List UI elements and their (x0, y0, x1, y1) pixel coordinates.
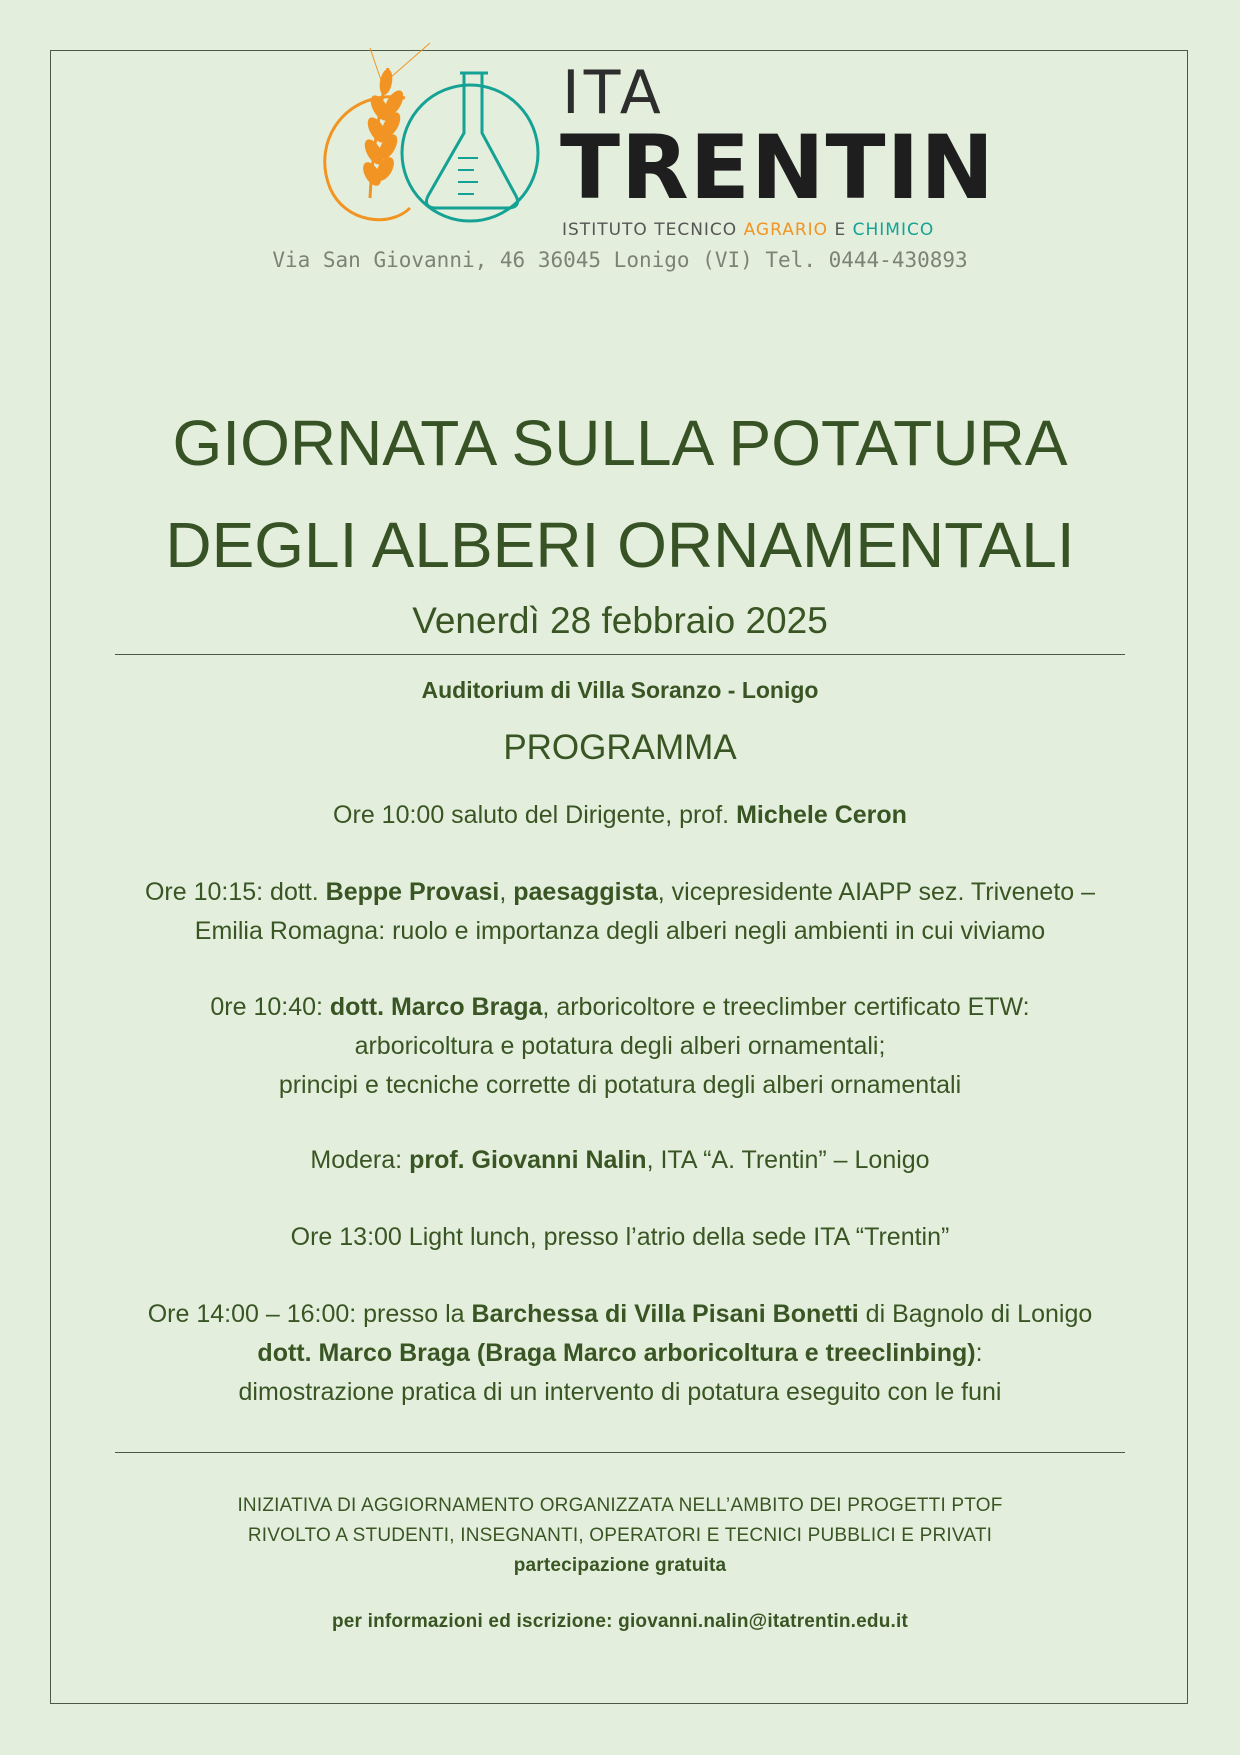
logo-trentin-text: TRENTIN (560, 116, 995, 219)
logo-ita-text: ITA (562, 58, 665, 128)
event-date: Venerdì 28 febbraio 2025 (412, 600, 828, 641)
title-line-2: DEGLI ALBERI ORNAMENTALI (165, 509, 1075, 581)
program-heading: PROGRAMMA (503, 728, 737, 767)
program-item-1: Ore 10:00 saluto del Dirigente, prof. Michele Ceron (333, 801, 907, 829)
footer-audience: RIVOLTO A STUDENTI, INSEGNANTI, OPERATORI E TECNICI PUBBLICI E PRIVATI (247, 1525, 993, 1546)
event-title (0, 392, 1240, 596)
divider-bottom (115, 1452, 1125, 1453)
program-item-5: Ore 13:00 Light lunch, presso l’atrio della sede ITA “Trentin” (290, 1223, 950, 1251)
logo-subtitle: ISTITUTO TECNICO AGRARIO E CHIMICO (562, 220, 935, 240)
divider-top (115, 654, 1125, 655)
event-venue: Auditorium di Villa Soranzo - Lonigo (421, 677, 819, 703)
program-item-2: Ore 10:15: dott. Beppe Provasi, paesaggista, vicepresidente AIAPP sez. Triveneto – Emilia Romagna: ruolo e importanza degli alberi negli ambienti in cui viviamo (144, 878, 1096, 945)
program-item-4: Modera: prof. Giovanni Nalin, ITA “A. Trentin” – Lonigo (310, 1146, 930, 1174)
program-item-3: 0re 10:40: dott. Marco Braga, arboricoltore e treeclimber certificato ETW: arboricoltura e potatura degli alberi ornamentali; principi e tecniche corrette di potatura degli alberi ornamentali (210, 993, 1030, 1099)
footer-contact-info: per informazioni ed iscrizione: giovanni.nalin@itatrentin.edu.it (331, 1611, 909, 1632)
school-logo (310, 38, 995, 243)
logo-emblem (310, 38, 560, 243)
school-address: Via San Giovanni, 46 36045 Lonigo (VI) Tel. 0444-430893 (272, 248, 968, 272)
footer-initiative: INIZIATIVA DI AGGIORNAMENTO ORGANIZZATA NELL’AMBITO DEI PROGETTI PTOF (237, 1495, 1003, 1516)
wheat-icon (359, 43, 430, 198)
title-line-1: GIORNATA SULLA POTATURA (172, 407, 1068, 479)
footer-free-participation: partecipazione gratuita (513, 1555, 727, 1576)
program-item-6: Ore 14:00 – 16:00: presso la Barchessa di Villa Pisani Bonetti di Bagnolo di Lonigo dott. Marco Braga (Braga Marco arboricoltura e treeclinbing): dimostrazione pratica di un intervento di potatura eseguito con le funi (147, 1300, 1093, 1406)
